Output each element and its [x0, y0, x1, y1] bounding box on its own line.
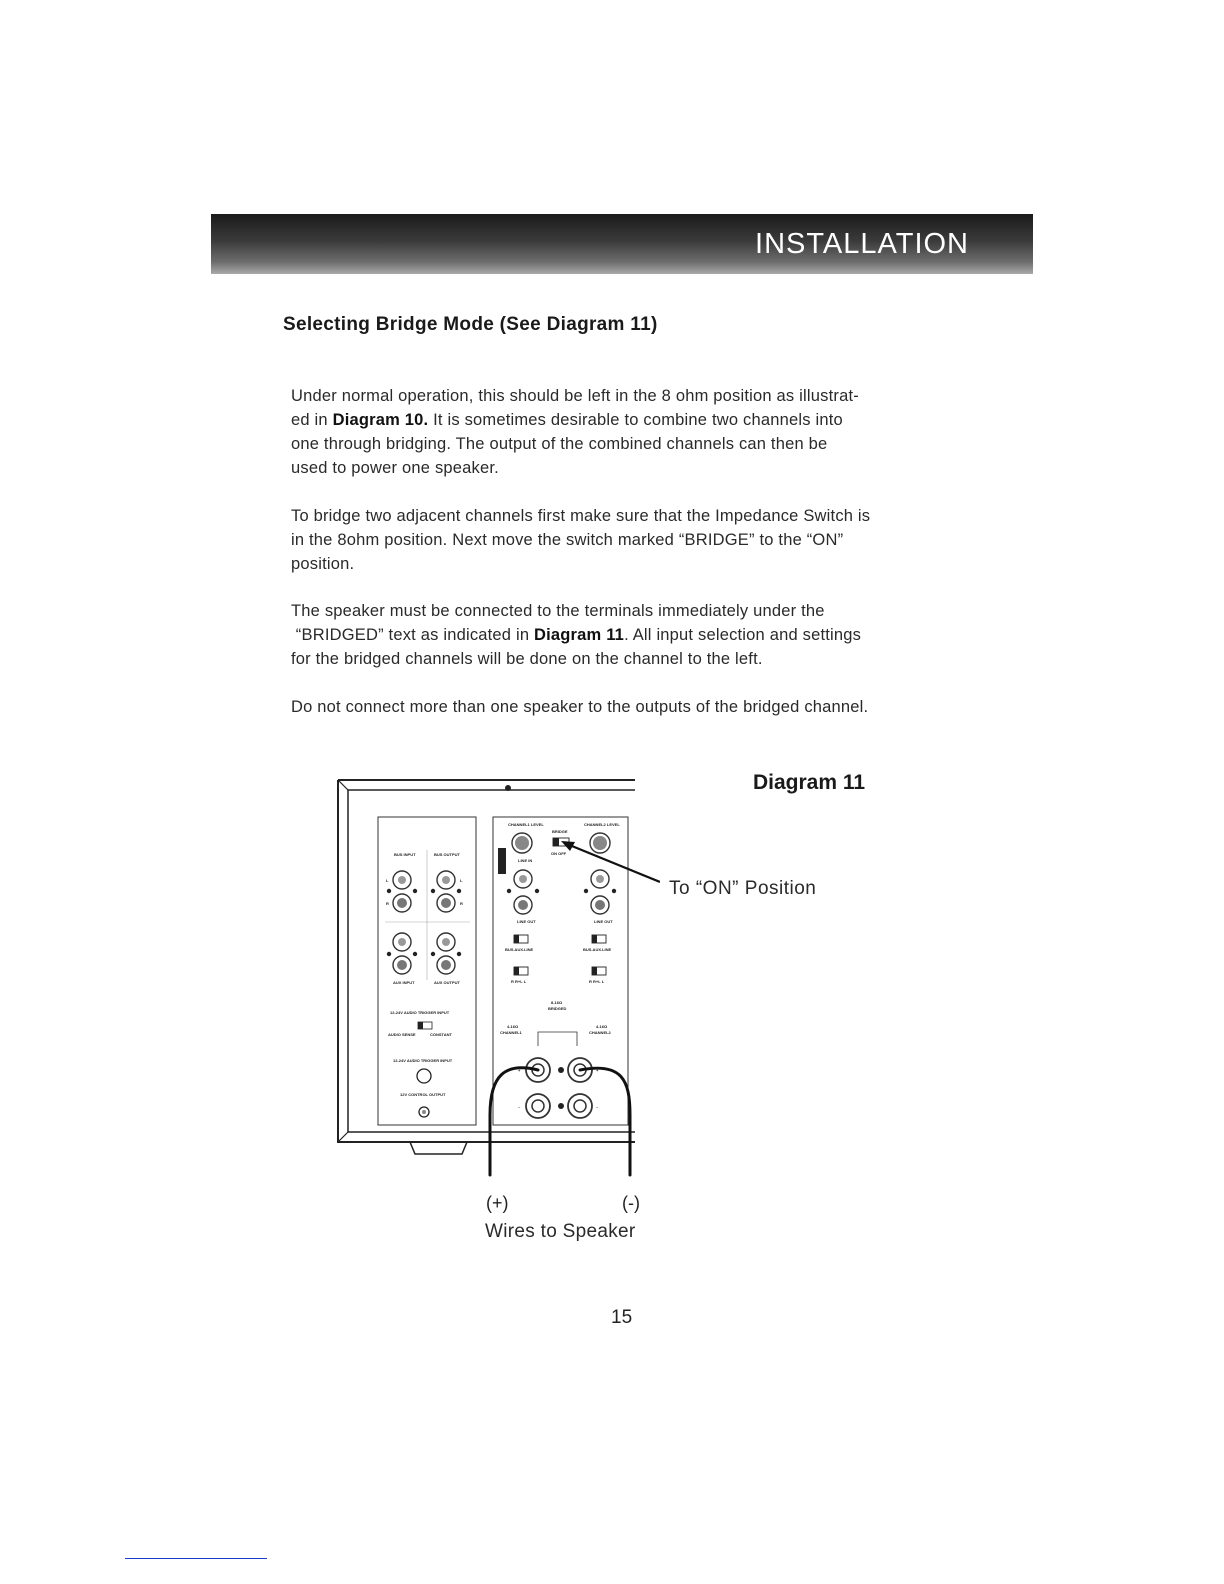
p1-line3: one through bridging. The output of the combined channels can then be: [291, 435, 828, 453]
input-mode-label-2: R R+L L: [589, 979, 605, 984]
bridge-label: BRIDGE: [552, 829, 568, 834]
amplifier-rear-panel-diagram: [330, 770, 660, 1190]
channel1-level-label: CHANNEL1 LEVEL: [508, 822, 544, 827]
jack-L-label: L: [386, 878, 389, 883]
chassis-foot: [410, 1142, 467, 1154]
terminal-plus-label: +: [518, 1068, 521, 1073]
p3-line3: for the bridged channels will be done on the channel to the left.: [291, 650, 763, 668]
wires-to-speaker-label: Wires to Speaker: [485, 1221, 636, 1242]
aux-output-label: AUX OUTPUT: [434, 980, 460, 985]
p1-line1: Under normal operation, this should be left in the 8 ohm position as illustrat-: [291, 387, 859, 405]
jack-R-label: R: [386, 901, 389, 906]
channel-panel: [493, 817, 628, 1125]
constant-label: CONSTANT: [430, 1032, 452, 1037]
callout-arrow-line: [567, 844, 660, 882]
jack-R-label: R: [460, 901, 463, 906]
footer-rule: [125, 1558, 267, 1559]
terminal-minus-label: –: [518, 1104, 521, 1109]
line-out-label: LINE OUT: [517, 919, 536, 924]
p1-line4: used to power one speaker.: [291, 459, 499, 477]
ch2-label: CHANNEL2: [589, 1030, 611, 1035]
p1-line2-start: ed in: [291, 411, 333, 429]
aux-input-label: AUX INPUT: [393, 980, 415, 985]
bus-input-label: BUS INPUT: [394, 852, 416, 857]
bus-aux-line-label: BUS.AUX.LINE: [505, 947, 534, 952]
jack-L-label: L: [460, 878, 463, 883]
diagram10-ref: Diagram 10.: [332, 411, 429, 429]
negative-wire-label: (-): [622, 1193, 640, 1213]
p2-line3: position.: [291, 555, 355, 573]
bus-output-label: BUS OUTPUT: [434, 852, 460, 857]
trigger-input2-label: 12-24V AUDIO TRIGGER INPUT: [393, 1058, 453, 1063]
positive-wire-label: (+): [486, 1193, 509, 1213]
section-title: INSTALLATION: [755, 228, 969, 260]
chassis-outline: [338, 780, 635, 1142]
terminal-plus-label-2: +: [596, 1068, 599, 1073]
audio-sense-label: AUDIO SENSE: [388, 1032, 416, 1037]
channel2-level-label: CHANNEL2 LEVEL: [584, 822, 620, 827]
line-jacks: [507, 870, 616, 914]
diagram-title: Diagram 11: [753, 771, 866, 794]
section-banner: [211, 214, 1033, 274]
p3-line2-end: . All input selection and settings: [624, 626, 862, 644]
p3-line1: The speaker must be connected to the terminals immediately under the: [291, 602, 825, 620]
p2-line2: in the 8ohm position. Next move the switch marked “BRIDGE” to the “ON”: [291, 531, 844, 549]
bridged-ohms-label: 8-16Ω: [551, 1000, 563, 1005]
p3-line2: [291, 623, 981, 647]
page-number: 15: [611, 1307, 633, 1328]
speaker-terminals: [526, 1058, 592, 1118]
paragraph-normal-operation: [291, 384, 981, 480]
on-off-label: ON OFF: [551, 851, 567, 856]
p1-line2-end: It is sometimes desirable to combine two channels into: [428, 411, 843, 429]
ch1-label: CHANNEL1: [500, 1030, 522, 1035]
screw-icon: [505, 785, 511, 791]
ch1-ohms-label: 4-16Ω: [507, 1024, 519, 1029]
paragraph-speaker-connection: [291, 599, 981, 671]
diagram11-ref: Diagram 11: [534, 626, 625, 644]
p3-line2-start: “BRIDGED” text as indicated in: [295, 626, 534, 644]
line-out-label-2: LINE OUT: [594, 919, 613, 924]
terminal-minus-label-2: –: [596, 1104, 599, 1109]
ch2-ohms-label: 4-16Ω: [596, 1024, 608, 1029]
paragraph-warning: Do not connect more than one speaker to the outputs of the bridged channel.: [291, 698, 869, 716]
rca-jacks-left: [387, 871, 461, 974]
line-in-label: LINE IN: [518, 858, 533, 863]
subsection-heading: Selecting Bridge Mode (See Diagram 11): [283, 314, 658, 335]
bus-aux-line-label-2: BUS.AUX.LINE: [583, 947, 612, 952]
control-output-label: 12V CONTROL OUTPUT: [400, 1092, 446, 1097]
input-mode-label: R R+L L: [511, 979, 527, 984]
bridged-label: BRIDGED: [548, 1006, 567, 1011]
on-position-callout: To “ON” Position: [669, 878, 817, 899]
trigger-input-label: 12-24V AUDIO TRIGGER INPUT: [390, 1010, 450, 1015]
negative-wire: [580, 1068, 630, 1175]
paragraph-bridge-steps: [291, 504, 981, 576]
p2-line1: To bridge two adjacent channels first make sure that the Impedance Switch is: [291, 507, 871, 525]
positive-wire: [490, 1068, 538, 1175]
p1-line2: [291, 408, 981, 432]
